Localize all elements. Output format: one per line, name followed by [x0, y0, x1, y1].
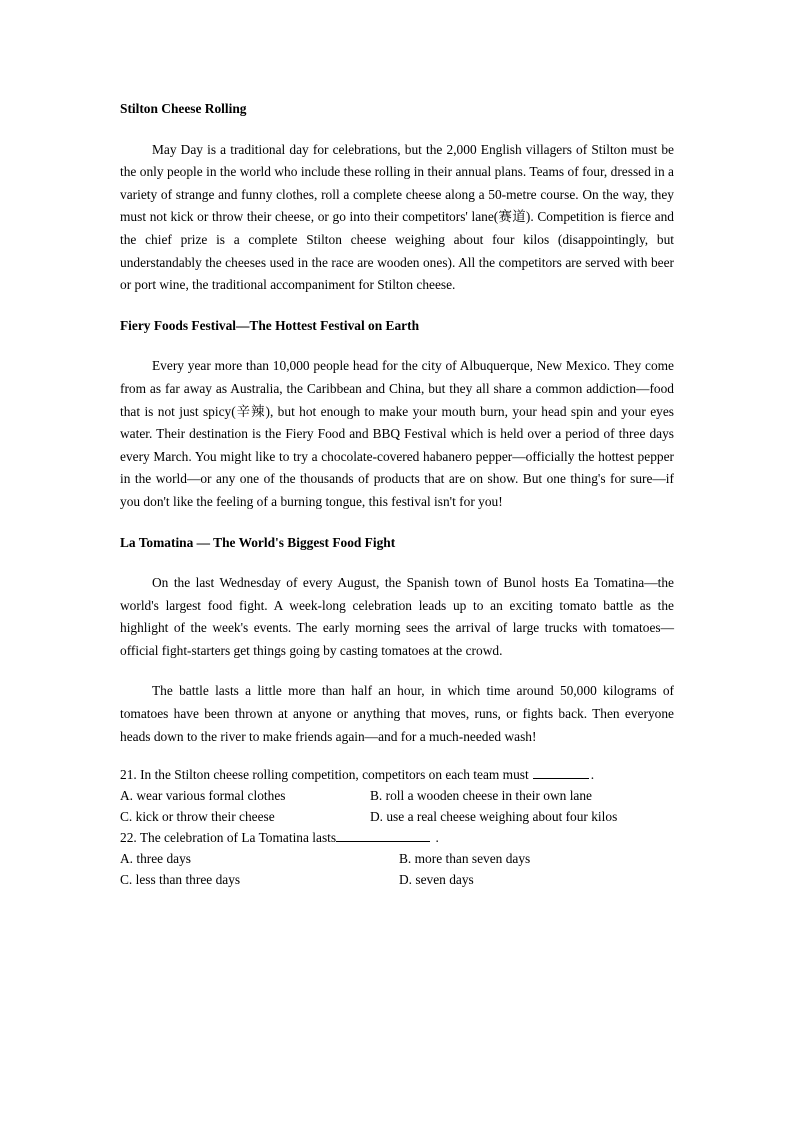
section-title-la-tomatina: La Tomatina — The World's Biggest Food Fight: [120, 534, 396, 550]
option-21-c[interactable]: C. kick or throw their cheese: [120, 809, 275, 825]
option-22-c[interactable]: C. less than three days: [120, 872, 241, 888]
option-21-a[interactable]: A. wear various formal clothes: [120, 788, 286, 804]
paragraph-stilton: May Day is a traditional day for celebrations, but the 2,000 English villagers of Stilton must be the only people in the world who include these rolling in their annual plans. Teams of four, dressed in a variety of strange and funny clothes, roll a complete cheese along a 50-metre course. On the way, they must not kick or throw their cheese, or go into their competitors' lane(赛道). Competition is fierce and the chief prize is a complete Stilton cheese weighing about four kilos (disappointingly, but understandably the cheeses used in the race are wooden ones). All the competitors are served with beer or port wine, the traditional accompaniment for Stilton cheese.: [120, 141, 674, 293]
question-21: [120, 764, 674, 827]
section-title-stilton: Stilton Cheese Rolling: [120, 101, 247, 116]
paragraph-fiery-foods: Every year more than 10,000 people head for the city of Albuquerque, New Mexico. They come from as far away as Australia, the Caribbean and China, but they all share a common addiction—food that is not just spicy(辛辣), but hot enough to make your mouth burn, your head spin and your eyes water. Their destination is the Fiery Food and BBQ Festival which is held over a period of three days every March. You might like to try a chocolate-covered habanero pepper—officially the hottest pepper in the world—or any one of the thousands of products that are on show. But one thing's for sure—if you don't like the feeling of a burning tongue, this festival isn't for you!: [120, 358, 674, 509]
section-title-fiery-foods: Fiery Foods Festival—The Hottest Festival on Earth: [120, 317, 420, 333]
paragraph-la-tomatina-1: On the last Wednesday of every August, the Spanish town of Bunol hosts Ea Tomatina—the world's largest food fight. A week-long celebration leads up to an exciting tomato battle as the highlight of the week's events. The early morning sees the arrival of large trucks with tomatoes—official fight-starters get things going by casting tomatoes at the crowd.: [120, 575, 674, 658]
option-21-b[interactable]: B. roll a wooden cheese in their own lane: [370, 788, 592, 804]
option-22-d[interactable]: D. seven days: [399, 872, 474, 888]
question-21-stem: 21. In the Stilton cheese rolling competition, competitors on each team must: [120, 767, 529, 783]
option-22-b[interactable]: B. more than seven days: [399, 851, 531, 867]
document-body: [120, 98, 674, 890]
paragraph-la-tomatina-2: The battle lasts a little more than half an hour, in which time around 50,000 kilograms of tomatoes have been thrown at anyone or anything that moves, runs, or fights back. Then everyone heads down to the river to make friends again—and for a much-needed wash!: [120, 683, 674, 744]
option-22-a[interactable]: A. three days: [120, 851, 192, 867]
question-22-end: .: [432, 830, 439, 846]
question-22: [120, 827, 674, 890]
question-22-stem: 22. The celebration of La Tomatina lasts: [120, 830, 337, 846]
question-21-end: .: [590, 767, 595, 783]
option-21-d[interactable]: D. use a real cheese weighing about four kilos: [370, 809, 618, 825]
answer-blank-21[interactable]: [533, 764, 589, 779]
answer-blank-22[interactable]: [336, 827, 430, 842]
